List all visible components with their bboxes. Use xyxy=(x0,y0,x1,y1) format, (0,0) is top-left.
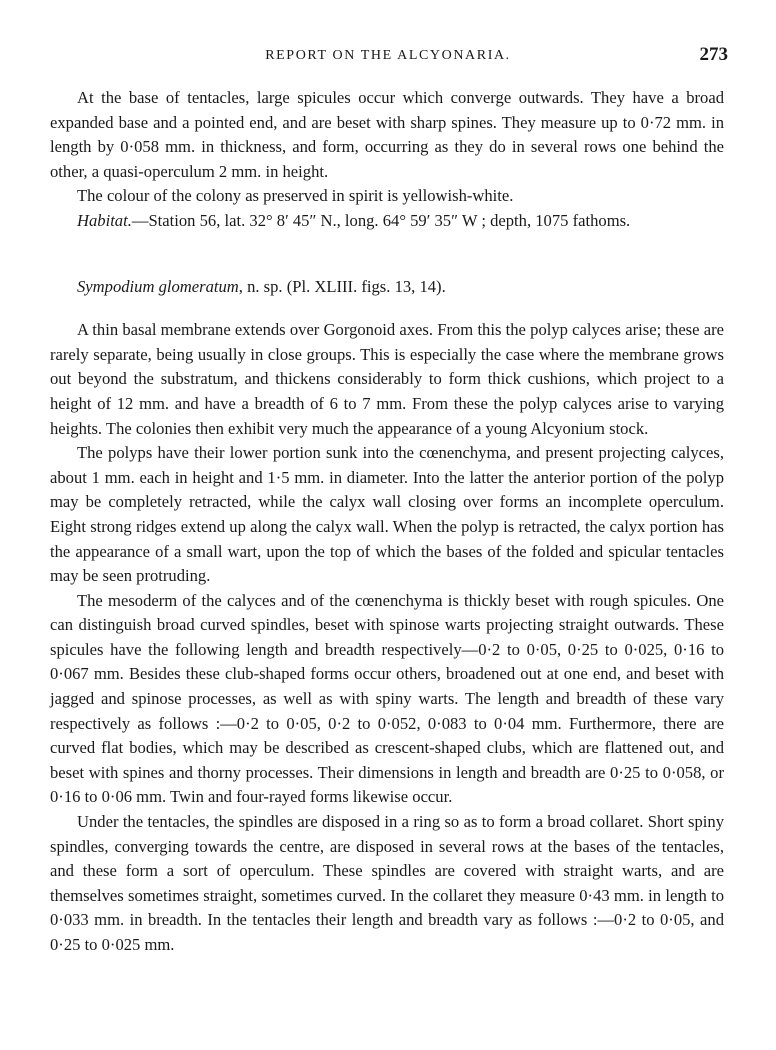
running-title: REPORT ON THE ALCYONARIA. xyxy=(265,48,511,63)
heading-gap xyxy=(50,299,724,318)
species-name: Sympodium glomeratum xyxy=(77,276,239,296)
intro-paragraph-2: The colour of the colony as preserved in spirit is yellowish-white. xyxy=(77,186,514,206)
intro-paragraph-1: At the base of tentacles, large spicules occur which converge outwards. They have a broad expanded base and a pointed end, and are beset with sharp spines. They measure up to 0·72 mm. in length by 0·058 mm. in thickness, and form, occurring as they do in several rows one behind the other, a quasi-operculum 2 mm. in height. xyxy=(50,88,724,181)
page-number: 273 xyxy=(699,44,728,65)
paragraph-1: A thin basal membrane extends over Gorgonoid axes. From this the polyp calyces arise; these are rarely separate, being usually in close groups. This is especially the case where the membrane grows out beyond the substratum, and thickens considerably to form thick cushions, which project to a height of 12 mm. and have a breadth of 6 to 7 mm. From these the polyp calyces arise to varying heights. The colonies then exhibit very much the appearance of a young Alcyonium stock. xyxy=(50,320,724,438)
paragraph-4: Under the tentacles, the spindles are disposed in a ring so as to form a broad collaret. Short spiny spindles, converging towards the centre, are disposed in several rows at the bases of the tentacles, and these form a sort of operculum. These spindles are covered with straight warts, and are themselves sometimes straight, sometimes curved. In the collaret they measure 0·43 mm. in length to 0·033 mm. in breadth. In the tentacles their length and breadth vary as follows :—0·2 to 0·05, and 0·25 to 0·025 mm. xyxy=(50,812,724,954)
habitat-text: —Station 56, lat. 32° 8′ 45″ N., long. 64° 59′ 35″ W ; depth, 1075 fathoms. xyxy=(131,210,631,230)
habitat-label: Habitat. xyxy=(77,210,132,230)
section-gap xyxy=(50,234,724,275)
species-heading-rest: , n. sp. (Pl. XLIII. figs. 13, 14). xyxy=(238,276,446,296)
species-heading xyxy=(50,275,724,300)
body-text xyxy=(50,86,724,958)
running-head xyxy=(0,44,776,70)
paragraph-3: The mesoderm of the calyces and of the cœnenchyma is thickly beset with rough spicules. One can distinguish broad curved spindles, beset with spinose warts projecting straight outwards. These spicules have the following length and breadth respectively—0·2 to 0·05, 0·25 to 0·025, 0·16 to 0·067 mm. Besides these club-shaped forms occur others, broadened out at one end, and beset with jagged and spinose processes, as well as with spiny warts. The length and breadth of these vary respectively as follows :—0·2 to 0·05, 0·2 to 0·052, 0·083 to 0·04 mm. Furthermore, there are curved flat bodies, which may be described as crescent-shaped clubs, which are flattened out, and beset with spines and thorny processes. Their dimensions in length and breadth are 0·25 to 0·058, or 0·16 to 0·06 mm. Twin and four-rayed forms likewise occur. xyxy=(50,590,724,807)
paragraph-2: The polyps have their lower portion sunk into the cœnenchyma, and present projecting calyces, about 1 mm. each in height and 1·5 mm. in diameter. Into the latter the anterior portion of the polyp may be completely retracted, while the calyx wall closing over forms an incomplete operculum. Eight strong ridges extend up along the calyx wall. When the polyp is retracted, the calyx portion has the appearance of a small wart, upon the top of which the bases of the folded and spicular tentacles may be seen protruding. xyxy=(50,443,724,586)
habitat-line xyxy=(50,209,724,234)
